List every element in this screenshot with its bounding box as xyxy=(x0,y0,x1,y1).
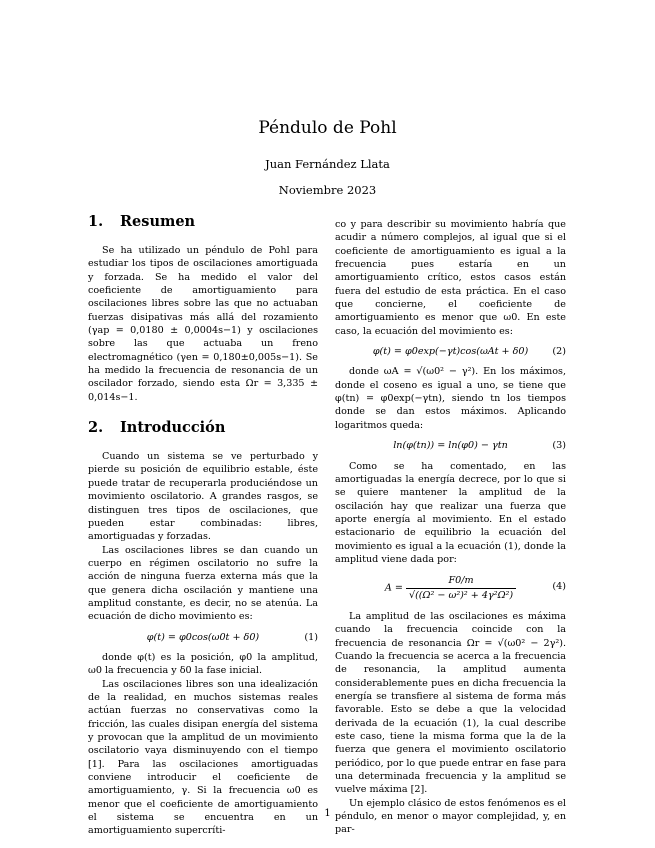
equation-4-denominator: √((Ω² − ω²)² + 4γ²Ω²) xyxy=(408,589,514,601)
paper-title: Péndulo de Pohl xyxy=(258,118,397,138)
equation-1 xyxy=(88,631,318,644)
equation-4-number: (4) xyxy=(552,581,566,593)
right-paragraph-3: Como se ha comentado, en las amortiguadas la energía decrece, por lo que si se quiere mantener la amplitud de la oscilación hay que realizar una fuerza que aporte energía al movimiento. En el estado estacionario de equilibrio la ecuación del movimiento es igual a la ecuación (1), donde la amplitud viene dada por: xyxy=(335,460,566,565)
section-number: 2. xyxy=(88,419,104,437)
section-heading-resumen xyxy=(88,212,318,232)
right-paragraph-5: Un ejemplo clásico de estos fenómenos es el péndulo, en menor o mayor complejidad, y, en par- xyxy=(335,797,566,836)
paper-date: Noviembre 2023 xyxy=(278,183,377,197)
equation-2 xyxy=(335,345,566,358)
right-paragraph-2: donde ωA = √(ω0² − γ²). En los máximos, donde el coseno es igual a uno, se tiene que φ(tn) = φ0exp(−γtn), siendo tn los tiempos donde se dan estos máximos. Aplicando logaritmos queda: xyxy=(335,366,566,431)
intro-paragraph-1: Cuando un sistema se ve perturbado y pierde su posición de equilibrio estable, éste puede tratar de recuperarla produciéndose un movimiento oscilatorio. A grandes rasgos, se distinguen tres tipos de oscilaciones, que pueden estar combinadas: libres, amortiguadas y forzadas. xyxy=(88,451,318,543)
intro-paragraph-2: Las oscilaciones libres se dan cuando un cuerpo en régimen oscilatorio no sufre la acción de ninguna fuerza externa más que la que genera dicha oscilación y mantiene una amplitud constante, es decir, no se atenúa. La ecuación de dicho movimiento es: xyxy=(88,544,318,623)
equation-3-body: ln(φ(tn)) = ln(φ0) − γtn xyxy=(393,440,508,452)
section-title: Resumen xyxy=(120,213,196,230)
abstract-paragraph: Se ha utilizado un péndulo de Pohl para estudiar los tipos de oscilaciones amortiguada y forzada. Se ha medido el valor del coeficiente de amortiguamiento para oscilaciones libres sobre las que no actuaban fuerzas disipativas más allá del rozamiento (γap = 0,0180 ± 0,0004s−1) y oscilaciones sobre las que actuaba un freno electromagnético (γen = 0,180±0,005s−1). Se ha medido la frecuencia de resonancia de un oscilador forzado, siendo esta Ωr = 3,335 ± 0,014s−1. xyxy=(88,245,318,403)
right-paragraph-1: co y para describir su movimiento habría que acudir a número complejos, al igual que si el coeficiente de amortiguamiento es igual a la frecuencia pues estaría en un amortiguamiento crítico, estos casos están fuera del estudio de esta práctica. En el caso que concierne, el coeficiente de amortiguamiento es menor que ω0. En este caso, la ecuación del movimiento es: xyxy=(335,219,566,337)
section-heading-introduccion xyxy=(88,418,318,438)
intro-paragraph-4: Las oscilaciones libres son una idealización de la realidad, en muchos sistemas reales actúan fuerzas no conservativas como la fricción, las cuales disipan energía del sistema y provocan que la amplitud de un movimiento oscilatorio vaya disminuyendo con el tiempo [1]. Para las oscilaciones amortiguadas conviene introducir el coeficiente de amortiguamiento, γ. Si la frecuencia ω0 es menor que el coeficiente de amortiguamiento el sistema se encuentra en un amortiguamiento supercríti- xyxy=(88,678,318,837)
section-title: Introducción xyxy=(120,419,226,437)
equation-4-numerator: F0/m xyxy=(406,574,516,588)
paper-author: Juan Fernández Llata xyxy=(265,157,390,171)
equation-2-body: φ(t) = φ0exp(−γt)cos(ωAt + δ0) xyxy=(372,346,529,358)
intro-paragraph-3: donde φ(t) es la posición, φ0 la amplitud, ω0 la frecuencia y δ0 la fase inicial. xyxy=(88,651,318,677)
right-column xyxy=(335,218,566,837)
equation-2-number: (2) xyxy=(552,346,566,358)
equation-1-body: φ(t) = φ0cos(ω0t + δ0) xyxy=(146,631,260,643)
section-number: 1. xyxy=(88,213,104,230)
left-column xyxy=(88,212,318,838)
right-paragraph-4: La amplitud de las oscilaciones es máxima cuando la frecuencia coincide con la frecuencia de resonancia Ωr = √(ω0² − 2γ²). Cuando la frecuencia se acerca a la frecuencia de resonancia, la amplitud aumenta considerablemente pues en dicha frecuencia la energía se transfiere al sistema de forma más favorable. Esto se debe a que la velocidad derivada de la ecuación (1), la cual describe este caso, tiene la misma forma que la de la fuerza que genera el movimiento oscilatorio periódico, por lo que puede entrar en fase para una determinada frecuencia y la amplitud se vuelve máxima [2]. xyxy=(335,610,566,796)
equation-4-lhs: A = xyxy=(384,582,403,594)
equation-4 xyxy=(335,574,566,602)
equation-3 xyxy=(335,439,566,452)
equation-4-fraction xyxy=(406,574,516,602)
equation-3-number: (3) xyxy=(552,440,566,452)
equation-1-number: (1) xyxy=(304,631,318,643)
page-number: 1 xyxy=(324,808,331,819)
